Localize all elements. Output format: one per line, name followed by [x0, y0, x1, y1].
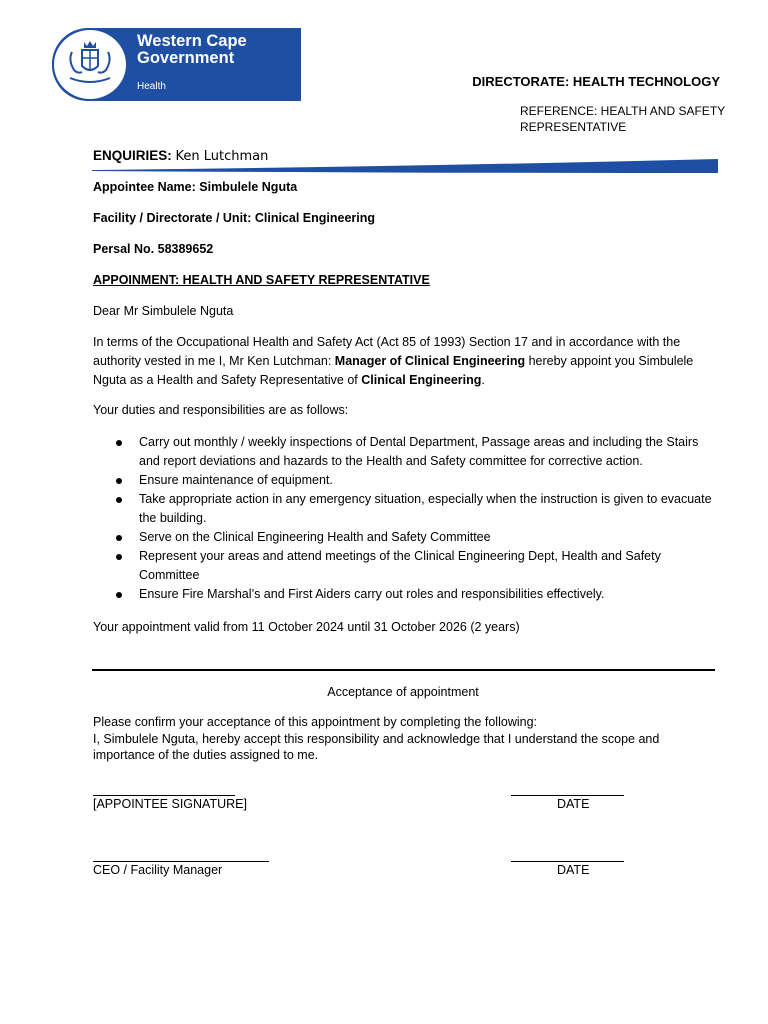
- date-line-2: [511, 861, 624, 862]
- header-swoosh: [92, 158, 720, 176]
- intro-text-2: hereby appoint you Simbulele Nguta as a Health and Safety Representative of: [93, 354, 694, 387]
- acceptance-statement: I, Simbulele Nguta, hereby accept this responsibility and acknowledge that I understand the scope and importance of the duties assigned to me.: [93, 731, 660, 762]
- appointee-name: Appointee Name: Simbulele Nguta: [93, 180, 298, 194]
- list-item: [93, 528, 718, 547]
- facility-unit: Facility / Directorate / Unit: Clinical Engineering: [93, 211, 376, 225]
- date-line-1: [511, 795, 624, 796]
- date-label-1: DATE: [557, 797, 590, 811]
- list-item: [93, 471, 718, 490]
- enquiries-label: ENQUIRIES:: [93, 148, 172, 163]
- bullet-icon: [116, 497, 122, 503]
- bullet-icon: [116, 554, 122, 560]
- section-divider: [92, 669, 715, 671]
- duty-text: Ensure maintenance of equipment.: [139, 473, 333, 487]
- duty-text: Serve on the Clinical Engineering Health and Safety Committee: [139, 530, 491, 544]
- appointee-signature-label: [APPOINTEE SIGNATURE]: [93, 797, 247, 811]
- salutation: Dear Mr Simbulele Nguta: [93, 304, 234, 318]
- acceptance-instruction: Please confirm your acceptance of this appointment by completing the following:: [93, 715, 537, 729]
- logo-title: Western Cape Government: [137, 32, 247, 67]
- list-item: [93, 547, 718, 585]
- duty-text: Represent your areas and attend meetings of the Clinical Engineering Dept, Health and Safety Committee: [139, 549, 661, 582]
- intro-text-3: .: [481, 373, 485, 387]
- bullet-icon: [116, 478, 122, 484]
- coat-of-arms-icon: [52, 28, 128, 101]
- bullet-icon: [116, 592, 122, 598]
- duty-text: Take appropriate action in any emergency situation, especially when the instruction is given to evacuate the building.: [139, 492, 712, 525]
- directorate-title: DIRECTORATE: HEALTH TECHNOLOGY: [472, 74, 720, 89]
- acceptance-text: [93, 714, 718, 764]
- duties-list: [93, 433, 718, 604]
- intro-bold-1: Manager of Clinical Engineering: [334, 354, 526, 368]
- appointment-heading: APPOINMENT: HEALTH AND SAFETY REPRESENTATIVE: [93, 273, 430, 287]
- duties-intro: Your duties and responsibilities are as follows:: [93, 403, 349, 417]
- reference-text: REFERENCE: HEALTH AND SAFETY REPRESENTATIVE: [520, 104, 725, 134]
- crest-icon: [54, 30, 126, 99]
- bullet-icon: [116, 535, 122, 541]
- enquiries-name: Ken Lutchman: [175, 149, 269, 164]
- duty-text: Carry out monthly / weekly inspections of Dental Department, Passage areas and including the Stairs and report deviations and hazards to the Health and Safety committee for corrective action.: [139, 435, 699, 468]
- intro-text-1: In terms of the Occupational Health and Safety Act (Act 85 of 1993) Section 17 and in accordance with the authority vested in me I, Mr Ken Lutchman:: [93, 335, 681, 368]
- manager-signature-label: CEO / Facility Manager: [93, 863, 223, 877]
- bullet-icon: [116, 440, 122, 446]
- date-label-2: DATE: [557, 863, 590, 877]
- list-item: [93, 433, 718, 471]
- manager-signature-line: [93, 861, 269, 862]
- persal-number: Persal No. 58389652: [93, 242, 214, 256]
- reference: [520, 103, 730, 135]
- logo-subtitle: Health: [137, 81, 166, 92]
- appointee-signature-line: [93, 795, 235, 796]
- list-item: [93, 490, 718, 528]
- acceptance-title: Acceptance of appointment: [327, 685, 479, 699]
- intro-bold-2: Clinical Engineering: [361, 373, 482, 387]
- validity-text: Your appointment valid from 11 October 2024 until 31 October 2026 (2 years): [93, 620, 520, 634]
- duty-text: Ensure Fire Marshal’s and First Aiders carry out roles and responsibilities effectively.: [139, 587, 605, 601]
- intro-paragraph: [93, 333, 718, 390]
- list-item: [93, 585, 718, 604]
